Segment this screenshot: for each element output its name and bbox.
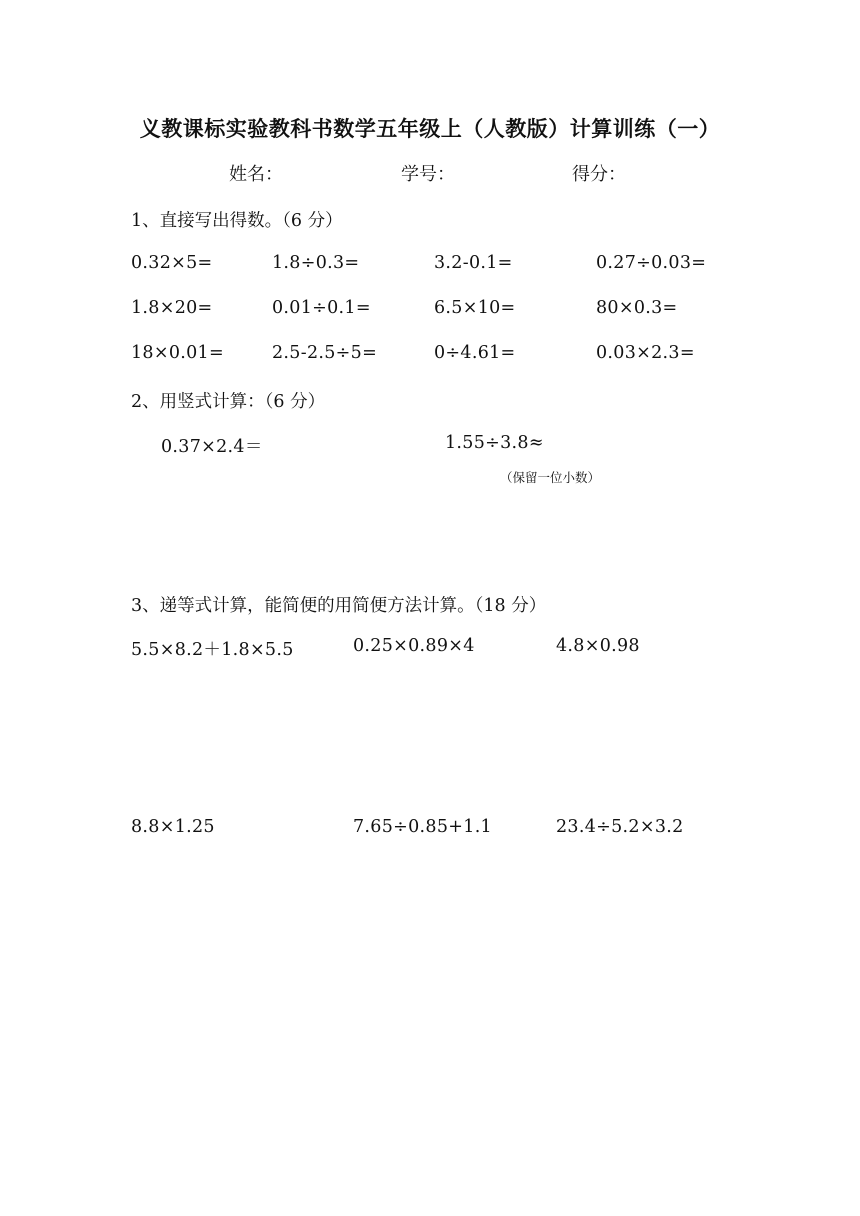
- s1-r1-c2: 1.8÷0.3=: [272, 253, 360, 273]
- s3-r1-c3: 4.8×0.98: [556, 636, 640, 656]
- s1-r3-c4: 0.03×2.3=: [596, 343, 695, 363]
- s1-r2-c2: 0.01÷0.1=: [272, 298, 371, 318]
- student-id-label: 学号：: [401, 164, 455, 185]
- page-title: 义教课标实验教科书数学五年级上（人教版）计算训练（一）: [139, 116, 721, 141]
- name-label: 姓名：: [229, 164, 283, 185]
- s2-problem-1: 0.37×2.4＝: [161, 437, 263, 457]
- s1-r1-c3: 3.2-0.1=: [434, 253, 513, 273]
- s3-r2-c1: 8.8×1.25: [131, 817, 215, 837]
- s3-r1-c1: 5.5×8.2＋1.8×5.5: [131, 640, 294, 660]
- s2-problem-2: 1.55÷3.8≈: [445, 433, 544, 453]
- score-label: 得分：: [572, 164, 626, 185]
- s3-r2-c3: 23.4÷5.2×3.2: [556, 817, 684, 837]
- section-2-heading: 2、用竖式计算：（6 分）: [131, 392, 326, 412]
- s1-r3-c1: 18×0.01=: [131, 343, 224, 363]
- s1-r3-c2: 2.5-2.5÷5=: [272, 343, 378, 363]
- s1-r1-c4: 0.27÷0.03=: [596, 253, 707, 273]
- s1-r1-c1: 0.32×5=: [131, 253, 213, 273]
- s1-r2-c3: 6.5×10=: [434, 298, 516, 318]
- s1-r2-c1: 1.8×20=: [131, 298, 213, 318]
- s1-r3-c3: 0÷4.61=: [434, 343, 516, 363]
- s1-r2-c4: 80×0.3=: [596, 298, 678, 318]
- s2-rounding-note: （保留一位小数）: [500, 470, 601, 485]
- section-1-heading: 1、直接写出得数。（6 分）: [131, 211, 343, 231]
- section-3-heading: 3、递等式计算，能简便的用简便方法计算。（18 分）: [131, 596, 547, 616]
- s3-r1-c2: 0.25×0.89×4: [353, 636, 475, 656]
- s3-r2-c2: 7.65÷0.85+1.1: [353, 817, 492, 837]
